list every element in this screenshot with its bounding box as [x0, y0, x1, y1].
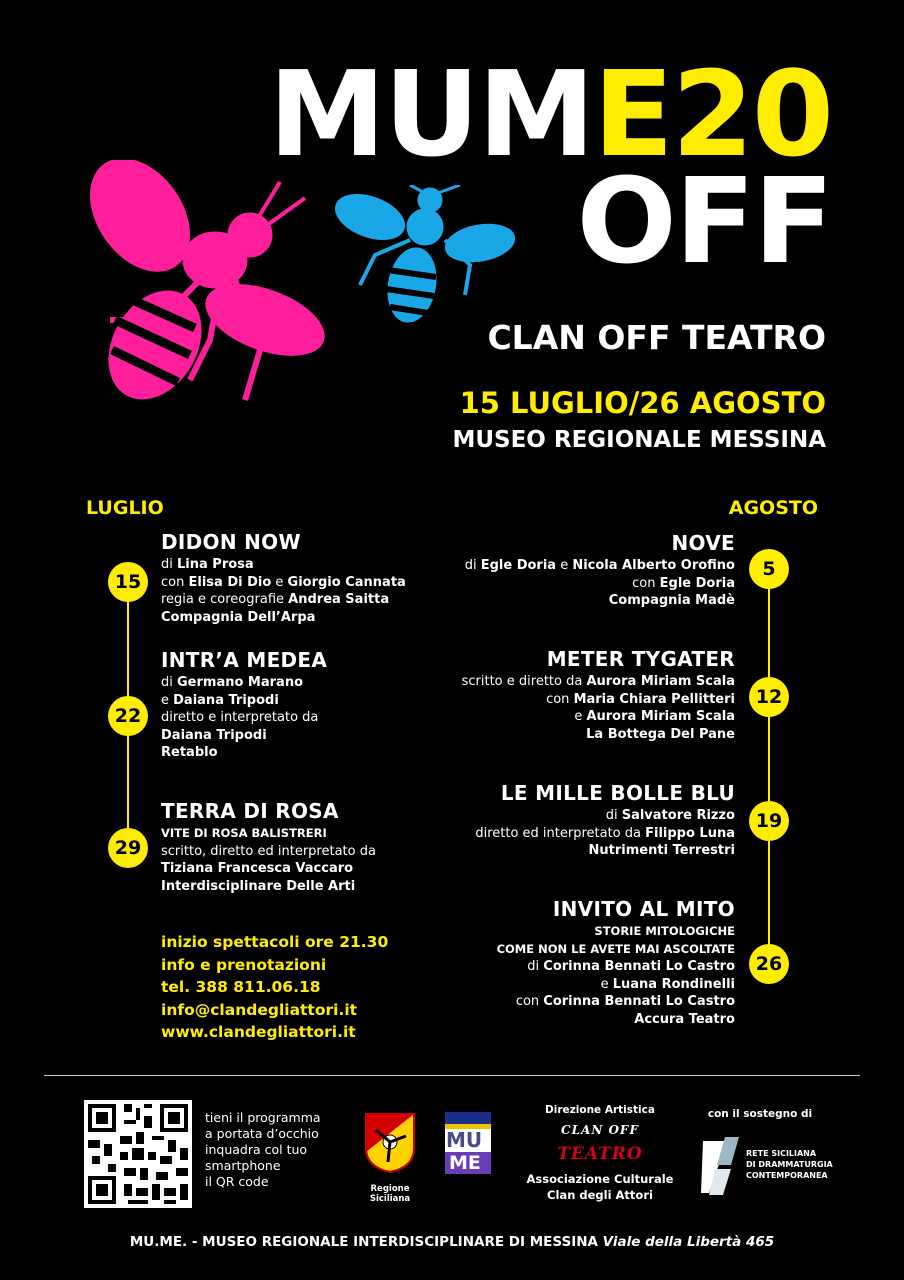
event-line: regia e coreografie Andrea Saitta — [161, 592, 390, 607]
event-line: Daiana Tripodi — [161, 727, 267, 743]
qr-line: inquadra col tuo — [205, 1142, 308, 1157]
event-line: STORIE MITOLOGICHE — [594, 924, 735, 938]
rete-line: RETE SICILIANA — [746, 1149, 817, 1158]
qr-line: smartphone — [205, 1158, 281, 1173]
event-line: Interdisciplinare Delle Arti — [161, 878, 356, 894]
associazione-label: Associazione Culturale — [526, 1172, 674, 1186]
event-title: INVITO AL MITO — [552, 897, 735, 921]
event-line: Accura Teatro — [634, 1011, 735, 1027]
event-line: scritto e diretto da Aurora Miriam Scala — [461, 674, 735, 689]
event-title: METER TYGATER — [546, 647, 735, 671]
event-invito-al-mito — [497, 897, 735, 1028]
event-le-mille-bolle-blu — [475, 781, 735, 860]
date-dot: 19 — [749, 801, 789, 841]
event-line: di Corinna Bennati Lo Castro — [527, 959, 735, 974]
title-white-part: MUM — [268, 45, 594, 183]
divider — [44, 1075, 860, 1076]
event-line: di Salvatore Rizzo — [605, 808, 735, 823]
event-line: Compagnia Dell’Arpa — [161, 609, 316, 625]
bee-icon-magenta — [70, 160, 330, 405]
direzione-artistica-label: Direzione Artistica — [545, 1104, 655, 1116]
event-didon-now — [161, 530, 406, 626]
bee-icon-cyan — [330, 185, 520, 335]
event-line: con Corinna Bennati Lo Castro — [515, 994, 735, 1009]
title-line-2: OFF — [576, 152, 832, 290]
mume-logo-bar — [445, 1112, 491, 1124]
event-meter-tygater — [462, 647, 735, 743]
booking-label: info e prenotazioni — [161, 955, 327, 974]
regione-siciliana-logo-icon — [364, 1112, 416, 1174]
qr-instructions — [205, 1110, 321, 1190]
venue-name: MUSEO REGIONALE MESSINA — [452, 427, 826, 453]
event-title: NOVE — [671, 531, 735, 555]
email-link[interactable]: info@clandegliattori.it — [161, 1000, 358, 1019]
date-dot: 29 — [108, 828, 148, 868]
mume-logo-bottom-text: ME — [449, 1152, 481, 1174]
event-title: INTR’A MEDEA — [161, 648, 328, 672]
rete-line: CONTEMPORANEA — [746, 1171, 828, 1180]
event-title: DIDON NOW — [161, 530, 301, 554]
event-line: con Egle Doria — [632, 575, 735, 591]
event-line: diretto e interpretato da — [161, 710, 319, 725]
date-dot: 15 — [108, 562, 148, 602]
footer — [0, 1234, 904, 1250]
event-line: VITE DI ROSA BALISTRERI — [161, 826, 327, 840]
info-block — [161, 931, 388, 1044]
qr-code[interactable] — [84, 1100, 192, 1208]
event-title: TERRA DI ROSA — [161, 799, 339, 823]
event-line: scritto, diretto ed interpretato da — [161, 843, 376, 859]
event-line: di Germano Marano — [161, 675, 304, 690]
event-line: e Daiana Tripodi — [161, 692, 279, 708]
event-line: Compagnia Madè — [608, 593, 735, 608]
rete-siciliana-text — [746, 1148, 833, 1181]
month-luglio: LUGLIO — [86, 497, 164, 519]
teatro-logo: TEATRO — [557, 1144, 643, 1164]
sostegno-label: con il sostegno di — [707, 1108, 813, 1120]
event-line: Tiziana Francesca Vaccaro — [161, 861, 354, 876]
event-line: Nutrimenti Terrestri — [588, 843, 735, 858]
event-line: diretto ed interpretato da Filippo Luna — [475, 825, 735, 841]
qr-code-icon — [84, 1100, 192, 1208]
event-line: Retablo — [161, 745, 218, 760]
timeline-agosto — [768, 568, 770, 963]
month-agosto: AGOSTO — [728, 497, 818, 519]
event-line: di Lina Prosa — [161, 557, 254, 572]
event-line: La Bottega Del Pane — [586, 726, 735, 742]
footer-museum-name: MU.ME. - MUSEO REGIONALE INTERDISCIPLINARE DI MESSINA — [129, 1234, 598, 1250]
mume-logo — [445, 1112, 491, 1174]
date-dot: 12 — [749, 677, 789, 717]
date-dot: 5 — [749, 549, 789, 589]
mume-logo-top: MU — [446, 1128, 483, 1152]
festival-dates: 15 LUGLIO/26 AGOSTO — [459, 386, 826, 420]
event-line: con Maria Chiara Pellitteri — [546, 691, 735, 707]
event-intra-medea — [161, 648, 327, 762]
event-line: COME NON LE AVETE MAI ASCOLTATE — [496, 941, 735, 956]
rete-siciliana-logo-icon — [697, 1135, 743, 1197]
regione-label: Regione Siciliana — [369, 1184, 411, 1204]
event-line: e Luana Rondinelli — [600, 976, 735, 992]
event-line: di Egle Doria e Nicola Alberto Orofino — [464, 558, 735, 573]
date-dot: 26 — [749, 944, 789, 984]
clan-attori-label: Clan degli Attori — [547, 1188, 653, 1202]
clan-off-logo: CLAN OFF — [561, 1123, 639, 1137]
event-nove — [465, 531, 735, 610]
qr-line: il QR code — [205, 1174, 269, 1189]
phone-number[interactable]: tel. 388 811.06.18 — [161, 978, 321, 996]
event-line: e Aurora Miriam Scala — [574, 709, 735, 724]
website-link[interactable]: www.clandegliattori.it — [161, 1023, 356, 1041]
title-yellow-part: E20 — [593, 45, 832, 183]
company-name: CLAN OFF TEATRO — [487, 318, 826, 357]
qr-line: a portata d’occhio — [205, 1126, 319, 1141]
event-line: con Elisa Di Dio e Giorgio Cannata — [161, 574, 406, 590]
event-title: LE MILLE BOLLE BLU — [500, 781, 735, 805]
qr-line: tieni il programma — [205, 1110, 321, 1125]
date-dot: 22 — [108, 696, 148, 736]
start-time: inizio spettacoli ore 21.30 — [161, 933, 389, 951]
mume-logo-bottom — [445, 1152, 491, 1174]
footer-address: Viale della Libertà 465 — [602, 1234, 775, 1250]
rete-line: DI DRAMMATURGIA — [746, 1160, 833, 1169]
event-terra-di-rosa — [161, 799, 376, 895]
